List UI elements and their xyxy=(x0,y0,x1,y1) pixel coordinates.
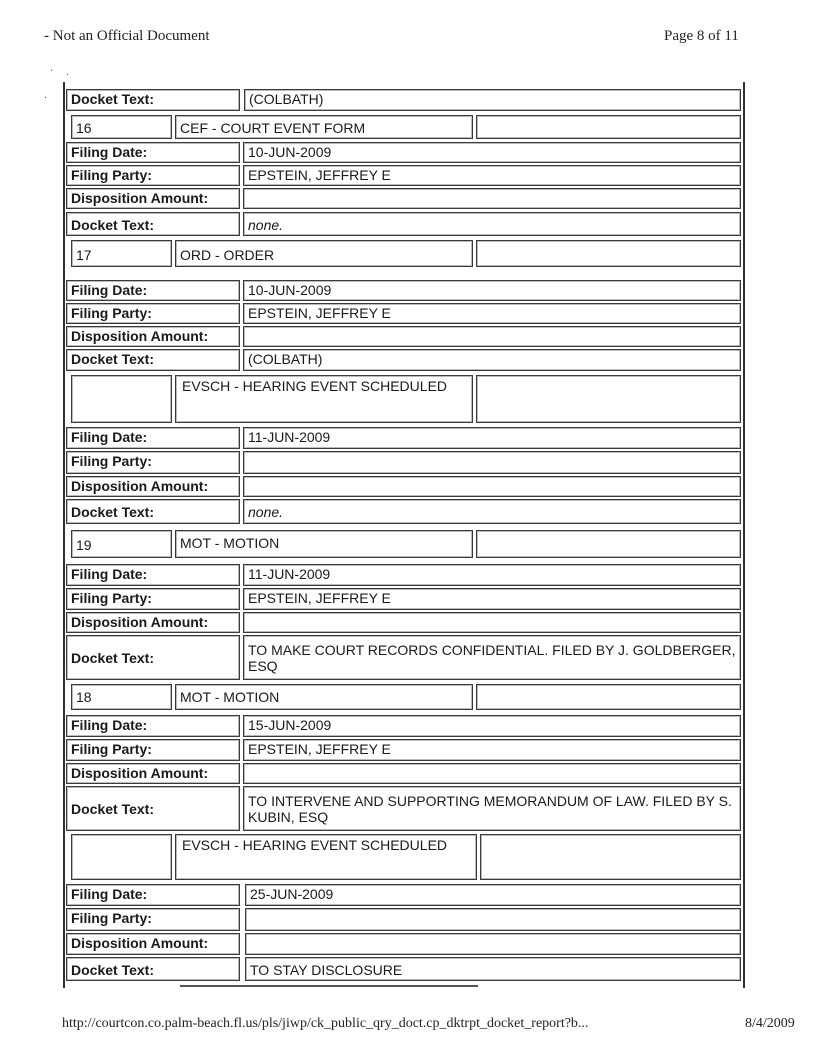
entry-number: 18 xyxy=(71,684,172,710)
scan-speck: · xyxy=(50,66,54,77)
filing-party-label: Filing Party: xyxy=(66,303,240,324)
entry-number: 19 xyxy=(71,530,172,558)
docket-text-value: TO INTERVENE AND SUPPORTING MEMORANDUM OF LAW. FILED BY S. KUBIN, ESQ xyxy=(243,786,741,831)
entry-number: 16 xyxy=(71,115,172,139)
filing-party-value xyxy=(243,451,741,474)
entry-event-extra xyxy=(476,530,741,558)
entry-event: EVSCH - HEARING EVENT SCHEDULED xyxy=(175,834,477,880)
entry-event: EVSCH - HEARING EVENT SCHEDULED xyxy=(175,375,473,423)
disposition-amount-value xyxy=(243,763,741,784)
filing-party-value: EPSTEIN, JEFFREY E xyxy=(243,588,741,610)
filing-date-label: Filing Date: xyxy=(66,564,240,586)
disposition-amount-value xyxy=(243,326,741,347)
filing-party-value: EPSTEIN, JEFFREY E xyxy=(243,165,741,186)
filing-date-value: 11-JUN-2009 xyxy=(243,427,741,449)
filing-date-value: 10-JUN-2009 xyxy=(243,142,741,163)
disposition-amount-label: Disposition Amount: xyxy=(66,612,240,633)
scan-speck: · xyxy=(66,70,70,81)
header-document-status: - Not an Official Document xyxy=(44,28,210,44)
filing-party-value xyxy=(245,908,741,931)
table-frame-right xyxy=(743,82,745,988)
filing-party-label: Filing Party: xyxy=(66,908,240,931)
disposition-amount-value xyxy=(243,612,741,633)
entry-event-extra xyxy=(476,240,741,267)
filing-party-value: EPSTEIN, JEFFREY E xyxy=(243,303,741,324)
docket-text-value: (COLBATH) xyxy=(243,349,741,371)
docket-text-value: (COLBATH) xyxy=(244,89,741,111)
filing-date-value: 15-JUN-2009 xyxy=(243,715,741,737)
docket-text-value: none. xyxy=(243,212,741,236)
entry-number: 17 xyxy=(71,240,172,267)
entry-event-extra xyxy=(476,375,741,423)
footer-date: 8/4/2009 xyxy=(745,1016,795,1031)
filing-date-label: Filing Date: xyxy=(66,280,240,301)
entry-event: CEF - COURT EVENT FORM xyxy=(175,115,473,139)
entry-number xyxy=(71,375,172,423)
docket-text-label: Docket Text: xyxy=(66,635,240,680)
docket-text-label: Docket Text: xyxy=(66,212,240,236)
footer-url: http://courtcon.co.palm-beach.fl.us/pls/jiwp/ck_public_qry_doct.cp_dktrpt_docket_report?b... xyxy=(62,1016,589,1031)
filing-date-label: Filing Date: xyxy=(66,427,240,449)
scan-speck: · xyxy=(44,93,48,104)
entry-event: ORD - ORDER xyxy=(175,240,473,267)
filing-party-value: EPSTEIN, JEFFREY E xyxy=(243,739,741,761)
docket-text-label: Docket Text: xyxy=(66,499,240,524)
disposition-amount-value xyxy=(245,933,741,955)
docket-text-label: Docket Text: xyxy=(66,957,240,981)
filing-date-value: 25-JUN-2009 xyxy=(245,884,741,906)
table-continuation-line xyxy=(180,985,478,987)
docket-text-value: TO STAY DISCLOSURE xyxy=(245,957,741,981)
docket-text-value: TO MAKE COURT RECORDS CONFIDENTIAL. FILED BY J. GOLDBERGER, ESQ xyxy=(243,635,741,680)
disposition-amount-label: Disposition Amount: xyxy=(66,763,240,784)
filing-date-label: Filing Date: xyxy=(66,715,240,737)
filing-party-label: Filing Party: xyxy=(66,739,240,761)
entry-event-extra xyxy=(476,115,741,139)
docket-text-label: Docket Text: xyxy=(66,89,240,111)
disposition-amount-label: Disposition Amount: xyxy=(66,933,240,955)
filing-party-label: Filing Party: xyxy=(66,588,240,610)
filing-date-label: Filing Date: xyxy=(66,142,240,163)
filing-party-label: Filing Party: xyxy=(66,165,240,186)
disposition-amount-label: Disposition Amount: xyxy=(66,188,240,209)
docket-text-label: Docket Text: xyxy=(66,349,240,371)
filing-date-label: Filing Date: xyxy=(66,884,240,906)
disposition-amount-value xyxy=(243,188,741,209)
entry-event-extra xyxy=(476,684,741,710)
entry-number xyxy=(71,834,172,880)
header-page-number: Page 8 of 11 xyxy=(664,28,739,44)
entry-event: MOT - MOTION xyxy=(175,684,473,710)
table-frame-left xyxy=(63,82,65,988)
filing-date-value: 10-JUN-2009 xyxy=(243,280,741,301)
disposition-amount-label: Disposition Amount: xyxy=(66,326,240,347)
docket-text-label: Docket Text: xyxy=(66,786,240,831)
disposition-amount-value xyxy=(243,476,741,497)
entry-event: MOT - MOTION xyxy=(175,530,473,558)
filing-party-label: Filing Party: xyxy=(66,451,240,474)
docket-text-value: none. xyxy=(243,499,741,524)
disposition-amount-label: Disposition Amount: xyxy=(66,476,240,497)
entry-event-extra xyxy=(480,834,741,880)
filing-date-value: 11-JUN-2009 xyxy=(243,564,741,586)
